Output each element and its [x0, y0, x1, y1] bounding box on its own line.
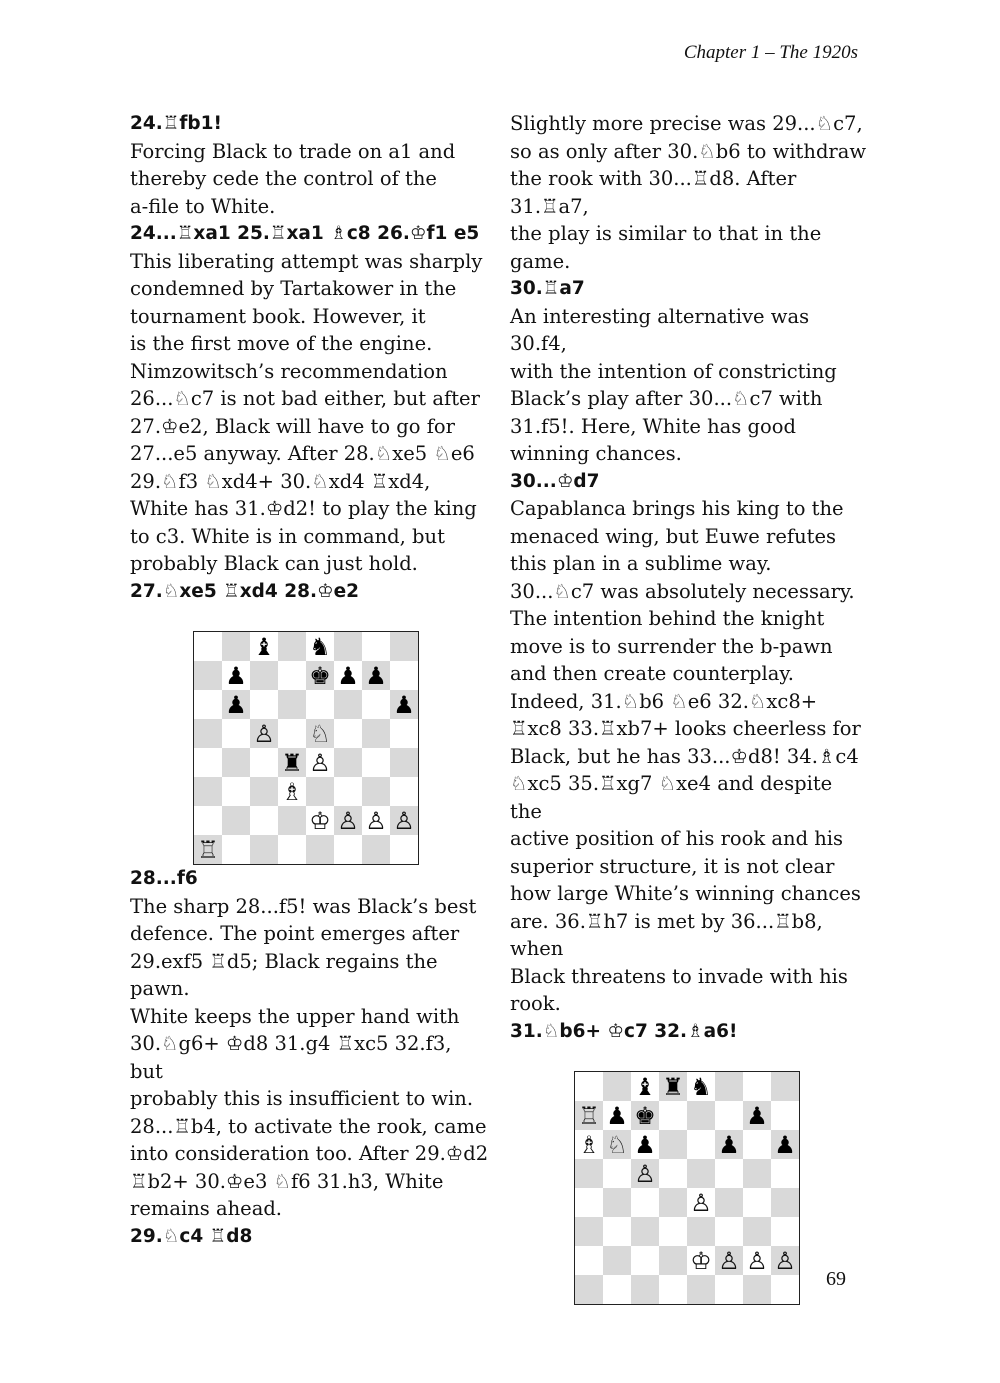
board-square — [743, 1217, 771, 1246]
board-square — [687, 1217, 715, 1246]
board-square — [194, 690, 222, 719]
board-square — [278, 806, 306, 835]
comment-line: An interesting alternative was 30.f4, — [510, 304, 810, 355]
board-square — [771, 1275, 799, 1304]
board-square — [278, 719, 306, 748]
white-pawn-icon: ♙ — [687, 1188, 715, 1217]
black-pawn-icon: ♟ — [390, 690, 418, 719]
comment-line: Black, but he has 33...♔d8! 34.♗c4 — [510, 744, 859, 768]
board-square — [194, 719, 222, 748]
board-square — [362, 777, 390, 806]
move-line: 30...♔d7 — [510, 470, 600, 492]
board-square — [603, 1275, 631, 1304]
comment-line: ♖xc8 33.♖xb7+ looks cheerless for — [510, 717, 861, 740]
white-pawn-icon: ♙ — [715, 1246, 743, 1275]
board-square — [575, 1188, 603, 1217]
board-square — [390, 835, 418, 864]
black-knight-icon: ♞ — [687, 1072, 715, 1101]
comment-line: the rook with 30...♖d8. After 31.♖a7, — [510, 167, 797, 218]
black-bishop-icon: ♝ — [250, 632, 278, 661]
comment-line: White keeps the upper hand with — [130, 1004, 460, 1028]
comment-line: how large White’s winning chances — [510, 882, 861, 905]
board-square — [222, 835, 250, 864]
board-square — [334, 748, 362, 777]
board-square — [715, 1101, 743, 1130]
board-square — [250, 777, 278, 806]
comment-line: ♖b2+ 30.♔e3 ♘f6 31.h3, White — [130, 1169, 444, 1193]
board-square — [306, 690, 334, 719]
chess-diagram-1 — [193, 631, 419, 865]
board-square — [390, 719, 418, 748]
move-line: 28...f6 — [130, 868, 198, 889]
page-number: 69 — [826, 1268, 846, 1290]
black-knight-icon: ♞ — [306, 632, 334, 661]
move-line: 29.♘c4 ♖d8 — [130, 1225, 253, 1247]
board-square — [659, 1246, 687, 1275]
board-square — [250, 661, 278, 690]
white-bishop-icon: ♗ — [575, 1130, 603, 1159]
board-square — [222, 748, 250, 777]
board-square — [278, 632, 306, 661]
board-square — [334, 777, 362, 806]
board-square — [659, 1130, 687, 1159]
board-square — [278, 690, 306, 719]
comment-line: Forcing Black to trade on a1 and — [130, 139, 456, 163]
board-square — [603, 1217, 631, 1246]
comment-line: into consideration too. After 29.♔d2 — [130, 1142, 489, 1165]
black-bishop-icon: ♝ — [631, 1072, 659, 1101]
comment-line: White has 31.♔d2! to play the king — [130, 497, 477, 520]
board-square — [659, 1101, 687, 1130]
comment-line: condemned by Tartakower in the — [130, 277, 457, 300]
board-square — [575, 1072, 603, 1101]
comment-line: Capablanca brings his king to the — [510, 497, 844, 520]
white-pawn-icon: ♙ — [334, 806, 362, 835]
black-rook-icon: ♜ — [659, 1072, 687, 1101]
comment-line: is the first move of the engine. — [130, 332, 433, 355]
comment-line: so as only after 30.♘b6 to withdraw — [510, 139, 867, 163]
comment-line: 26...♘c7 is not bad either, but after — [130, 387, 480, 410]
black-pawn-icon: ♟ — [222, 690, 250, 719]
board-square — [306, 777, 334, 806]
white-pawn-icon: ♙ — [743, 1246, 771, 1275]
board-square — [222, 777, 250, 806]
comment-line: to c3. White is in command, but — [130, 524, 445, 548]
board-square — [390, 661, 418, 690]
comment-line: a-file to White. — [130, 194, 276, 218]
comment-line: probably Black can just hold. — [130, 552, 418, 575]
board-square — [715, 1275, 743, 1304]
board-square — [362, 690, 390, 719]
white-pawn-icon: ♙ — [306, 748, 334, 777]
comment-line: probably this is insufficient to win. — [130, 1087, 474, 1110]
black-pawn-icon: ♟ — [222, 661, 250, 690]
black-pawn-icon: ♟ — [603, 1101, 631, 1130]
comment-line: the play is similar to that in the — [510, 222, 822, 245]
white-bishop-icon: ♗ — [278, 777, 306, 806]
comment-line: are. 36.♖h7 is met by 36...♖b8, when — [510, 909, 823, 960]
black-pawn-icon: ♟ — [631, 1130, 659, 1159]
board-square — [334, 835, 362, 864]
board-square — [743, 1159, 771, 1188]
comment-line: 30...♘c7 was absolutely necessary. — [510, 579, 855, 603]
white-rook-icon: ♖ — [194, 835, 222, 864]
board-square — [390, 748, 418, 777]
white-pawn-icon: ♙ — [771, 1246, 799, 1275]
comment-line: and then create counterplay. — [510, 662, 794, 685]
comment-line: The intention behind the knight — [510, 607, 825, 630]
board-square — [250, 806, 278, 835]
board-square — [603, 1159, 631, 1188]
board-square — [743, 1275, 771, 1304]
board-square — [771, 1101, 799, 1130]
move-line: 24...♖xa1 25.♖xa1 ♗c8 26.♔f1 e5 — [130, 223, 480, 244]
board-square — [250, 835, 278, 864]
comment-line: Indeed, 31.♘b6 ♘e6 32.♘xc8+ — [510, 689, 818, 713]
board-square — [603, 1246, 631, 1275]
comment-line: winning chances. — [510, 442, 682, 465]
black-pawn-icon: ♟ — [334, 661, 362, 690]
board-square — [575, 1246, 603, 1275]
move-line: 24.♖fb1! — [130, 113, 222, 134]
board-square — [362, 719, 390, 748]
comment-line: Black’s play after 30...♘c7 with — [510, 387, 823, 410]
white-pawn-icon: ♙ — [390, 806, 418, 835]
white-knight-icon: ♘ — [306, 719, 334, 748]
comment-line: 31.f5!. Here, White has good — [510, 414, 796, 438]
comment-line: This liberating attempt was sharply — [130, 249, 483, 273]
board-square — [222, 719, 250, 748]
board-square — [687, 1275, 715, 1304]
board-square — [743, 1188, 771, 1217]
comment-line: game. — [510, 249, 571, 273]
board-square — [222, 632, 250, 661]
board-square — [278, 835, 306, 864]
comment-line: 27...e5 anyway. After 28.♘xe5 ♘e6 — [130, 442, 475, 465]
board-square — [687, 1159, 715, 1188]
board-square — [659, 1217, 687, 1246]
board-square — [771, 1072, 799, 1101]
board-square — [743, 1072, 771, 1101]
board-square — [631, 1246, 659, 1275]
board-square — [687, 1130, 715, 1159]
board-square — [334, 690, 362, 719]
black-rook-icon: ♜ — [278, 748, 306, 777]
comment-line: move is to surrender the b-pawn — [510, 634, 833, 658]
comment-line: superior structure, it is not clear — [510, 854, 835, 878]
right-column — [510, 110, 870, 1305]
comment-line: defence. The point emerges after — [130, 922, 460, 945]
board-square — [771, 1188, 799, 1217]
board-square — [659, 1275, 687, 1304]
white-knight-icon: ♘ — [603, 1130, 631, 1159]
white-king-icon: ♔ — [687, 1246, 715, 1275]
board-square — [362, 748, 390, 777]
comment-line: tournament book. However, it — [130, 304, 426, 328]
black-pawn-icon: ♟ — [771, 1130, 799, 1159]
board-square — [715, 1217, 743, 1246]
board-square — [306, 835, 334, 864]
black-king-icon: ♚ — [306, 661, 334, 690]
left-column — [130, 110, 490, 1250]
chapter-header: Chapter 1 – The 1920s — [683, 42, 858, 63]
board-square — [250, 748, 278, 777]
white-pawn-icon: ♙ — [362, 806, 390, 835]
board-square — [715, 1159, 743, 1188]
black-pawn-icon: ♟ — [743, 1101, 771, 1130]
board-square — [334, 719, 362, 748]
comment-line: 27.♔e2, Black will have to go for — [130, 414, 455, 438]
comment-line: with the intention of constricting — [510, 359, 837, 383]
board-square — [771, 1159, 799, 1188]
board-square — [194, 806, 222, 835]
board-square — [743, 1130, 771, 1159]
black-king-icon: ♚ — [631, 1101, 659, 1130]
board-square — [334, 632, 362, 661]
board-square — [194, 632, 222, 661]
board-square — [603, 1072, 631, 1101]
comment-line: Black threatens to invade with his — [510, 964, 848, 988]
move-line: 27.♘xe5 ♖xd4 28.♔e2 — [130, 580, 360, 602]
board-square — [362, 835, 390, 864]
board-square — [603, 1188, 631, 1217]
black-pawn-icon: ♟ — [715, 1130, 743, 1159]
board-square — [278, 661, 306, 690]
board-square — [250, 690, 278, 719]
move-line: 30.♖a7 — [510, 278, 585, 299]
board-square — [631, 1275, 659, 1304]
board-square — [222, 806, 250, 835]
comment-line: Slightly more precise was 29...♘c7, — [510, 112, 863, 135]
board-square — [659, 1159, 687, 1188]
board-square — [715, 1188, 743, 1217]
board-square — [715, 1072, 743, 1101]
comment-line: 29.exf5 ♖d5; Black regains the pawn. — [130, 949, 438, 1000]
board-square — [687, 1101, 715, 1130]
board-square — [771, 1217, 799, 1246]
white-pawn-icon: ♙ — [631, 1159, 659, 1188]
board-square — [575, 1159, 603, 1188]
comment-line: 30.♘g6+ ♔d8 31.g4 ♖xc5 32.f3, but — [130, 1032, 452, 1083]
board-square — [194, 661, 222, 690]
comment-line: active position of his rook and his — [510, 827, 844, 850]
board-square — [575, 1217, 603, 1246]
black-pawn-icon: ♟ — [362, 661, 390, 690]
board-square — [390, 632, 418, 661]
comment-line: rook. — [510, 992, 561, 1015]
comment-line: this plan in a sublime way. — [510, 552, 772, 575]
chess-diagram-2 — [574, 1071, 800, 1305]
comment-line: The sharp 28...f5! was Black’s best — [130, 894, 477, 918]
white-pawn-icon: ♙ — [250, 719, 278, 748]
white-rook-icon: ♖ — [575, 1101, 603, 1130]
comment-line: 28...♖b4, to activate the rook, came — [130, 1114, 487, 1138]
board-square — [631, 1188, 659, 1217]
board-square — [575, 1275, 603, 1304]
board-square — [659, 1188, 687, 1217]
board-square — [631, 1217, 659, 1246]
comment-line: ♘xc5 35.♖xg7 ♘xe4 and despite the — [510, 772, 833, 823]
comment-line: menaced wing, but Euwe refutes — [510, 524, 837, 548]
move-line: 31.♘b6+ ♔c7 32.♗a6! — [510, 1020, 738, 1042]
board-square — [362, 632, 390, 661]
board-square — [194, 748, 222, 777]
board-square — [390, 777, 418, 806]
board-square — [194, 777, 222, 806]
comment-line: Nimzowitsch’s recommendation — [130, 359, 448, 383]
comment-line: thereby cede the control of the — [130, 167, 437, 190]
white-king-icon: ♔ — [306, 806, 334, 835]
comment-line: 29.♘f3 ♘xd4+ 30.♘xd4 ♖xd4, — [130, 469, 431, 493]
comment-line: remains ahead. — [130, 1197, 283, 1220]
